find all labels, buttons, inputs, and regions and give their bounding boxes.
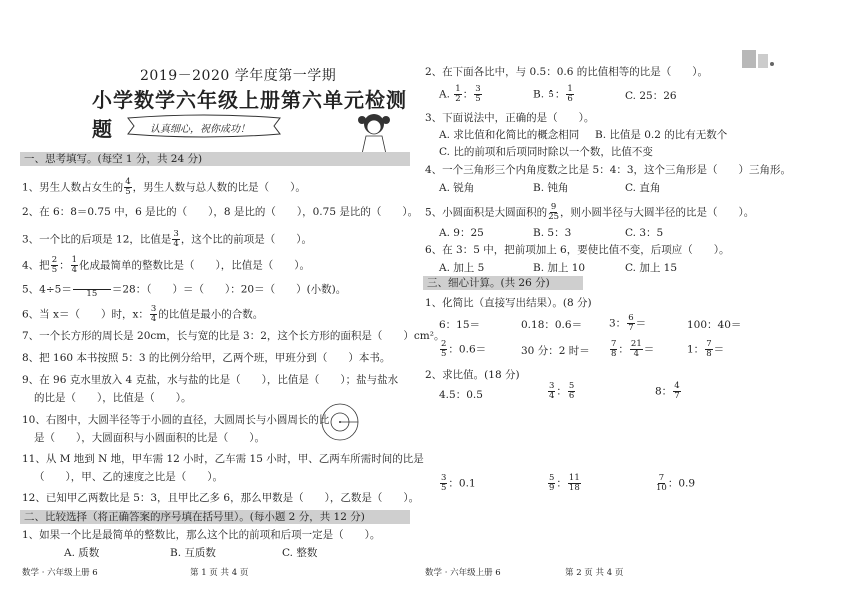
choice-5-c: C. 3：5 [625,227,664,239]
fraction: $\frac{3}{5}$ [475,84,481,104]
question-9-line1: 9、在 96 克水里放入 4 克盐，水与盐的比是（ ），比值是（ ）；盐与盐水 [22,374,399,386]
fraction: $\frac{1}{6}$ [567,84,573,104]
calc-item: 1： $\frac{7}{8}$ ＝ [687,339,725,359]
calc-item: 3： $\frac{6}{7}$ ＝ [609,313,647,333]
motto: 认真细心，祝你成功！ [150,124,250,135]
fraction: $\frac{1}{2}$ [455,84,461,104]
calc-part-2-title: 2、求比值。(18 分) [425,369,520,381]
question-3: 3、一个比的后项是 12，比值是 $\frac{3}{4}$ ，这个比的前项是（ ）。 [22,229,313,249]
calc-item: $\frac{3}{4}$ ： $\frac{5}{6}$ [549,381,575,401]
choice-5-a: A. 9：25 [439,227,484,239]
choice-question-4: 4、一个三角形三个内角度数之比是 5：4：3，这个三角形是（ ）三角形。 [425,164,792,176]
section-2-header: 二、比较选择（将正确答案的序号填在括号里）。(每小题 2 分，共 12 分) [20,510,410,524]
choice-4-a: A. 锐角 [439,182,475,194]
section-1-header: 一、思考填写。(每空 1 分，共 24 分) [20,152,410,166]
school-year: 2019－2020 学年度第一学期 [140,68,337,84]
choice-2-c: C. 25：26 [625,90,677,102]
calc-item: 30 分：2 时＝ [521,345,590,357]
question-5: 5、4÷5＝ 15 ＝28：（ ）＝（ ）：20＝（ ）(小数)。 [22,280,346,299]
calc-item: $\frac{7}{10}$ ：0.9 [656,473,696,493]
fraction-blank: 15 [73,280,111,299]
question-7: 7、一个长方形的周长是 20cm，长与宽的比是 3：2，这个长方形的面积是（ ）cm²。 [22,330,445,342]
choice-1-a: A. 质数 [64,547,100,559]
choice-4-c: C. 直角 [625,182,661,194]
calc-item: 100：40＝ [687,319,742,331]
question-9-line2: 的比是（ ），比值是（ ）。 [34,392,192,404]
choice-question-6: 6、在 3：5 中，把前项加上 6，要使比值不变，后项应（ ）。 [425,244,730,256]
calc-item: $\frac{7}{8}$ ： $\frac{21}{4}$ ＝ [611,339,655,359]
question-12: 12、已知甲乙两数比是 5：3，且甲比乙多 6，那么甲数是（ ），乙数是（ ）。 [22,492,420,504]
footer-left-page: 第 1 页 共 4 页 [190,568,249,578]
fraction: $\frac{1}{4}$ [71,255,78,275]
choice-question-1: 1、如果一个比是最简单的整数比，那么这个比的前项和后项一定是（ ）。 [22,529,381,541]
calc-item: 6：15＝ [439,319,481,331]
question-11-line2: （ ），甲、乙的速度之比是（ ）。 [34,471,223,483]
fraction: $\frac{2}{5}$ [51,255,58,275]
calc-item: 0.18：0.6＝ [521,319,583,331]
choice-3-b: B. 比值是 0.2 的比有无数个 [595,129,728,141]
right-page [425,0,860,608]
choice-question-2: 2、在下面各比中，与 0.5：0.6 的比值相等的比是（ ）。 [425,66,709,78]
choice-1-c: C. 整数 [282,547,318,559]
question-11-line1: 11、从 M 地到 N 地，甲车需 12 小时，乙车需 15 小时，甲、乙两车所需时间的比是 [22,453,424,465]
calc-item: $\frac{5}{9}$ ： $\frac{11}{18}$ [549,473,580,493]
fraction: 5 [548,89,554,100]
choice-6-c: C. 加上 15 [625,262,678,274]
fraction: $\frac{9}{25}$ [548,202,560,222]
calc-item: $\frac{3}{5}$ ：0.1 [441,473,476,493]
footer-right-page: 第 2 页 共 4 页 [565,568,624,578]
fraction: $\frac{3}{4}$ [150,304,157,324]
calc-item: 4.5：0.5 [439,389,483,401]
choice-3-c: C. 比的前项和后项同时除以一个数，比值不变 [439,146,653,158]
question-10-line1: 10、右图中，大圆半径等于小圆的直径，大圆周长与小圆周长的比 [22,414,330,426]
fraction: $\frac{3}{4}$ [173,229,179,249]
question-6: 6、当 x＝（ ）时，x： $\frac{3}{4}$ 的比值是最小的合数。 [22,304,264,324]
choice-1-b: B. 互质数 [170,547,216,559]
fraction: $\frac{4}{5}$ [125,177,131,197]
question-1: 1、男生人数占女生的 $\frac{4}{5}$ ，男生人数与总人数的比是（ ）。 [22,177,306,197]
footer-right-subject: 数学 · 六年级上册 6 [425,568,501,578]
choice-question-3: 3、下面说法中，正确的是（ ）。 [425,112,595,124]
section-3-header: 三、细心计算。(共 26 分) [423,276,583,290]
choice-6-b: B. 加上 10 [533,262,586,274]
question-2: 2、在 6：8＝0.75 中，6 是比的（ ），8 是比的（ ），0.75 是比的（ ）。 [22,206,419,218]
calc-item: 8： $\frac{4}{7}$ [655,381,680,401]
question-4: 4、把 $\frac{2}{5}$ ： $\frac{1}{4}$ 化成最简单的整数比是（ ），比值是（ ）。 [22,255,311,275]
choice-2-a: A. $\frac{1}{2}$ ： $\frac{3}{5}$ [439,84,481,104]
choice-2-b: B. 5 ： $\frac{1}{6}$ [533,84,573,104]
exam-title: 小学数学六年级上册第六单元检测题 [92,88,407,141]
concentric-circles-icon [318,402,362,442]
calc-item: $\frac{2}{5}$ ：0.6＝ [441,339,487,359]
footer-left-subject: 数学 · 六年级上册 6 [22,568,98,578]
calc-part-1-title: 1、化简比（直接写出结果）。(8 分) [425,297,592,309]
question-10-line2: 是（ ），大圆面积与小圆面积的比是（ ）。 [34,432,265,444]
choice-5-b: B. 5：3 [533,227,572,239]
choice-4-b: B. 钝角 [533,182,569,194]
choice-3-a: A. 求比值和化简比的概念相同 [439,129,580,141]
choice-6-a: A. 加上 5 [439,262,485,274]
question-8: 8、把 160 本书按照 5：3 的比例分给甲，乙两个班，甲班分到（ ）本书。 [22,352,391,364]
choice-question-5: 5、小圆面积是大圆面积的 $\frac{9}{25}$ ，则小圆半径与大圆半径的比是（ ）。 [425,202,755,222]
